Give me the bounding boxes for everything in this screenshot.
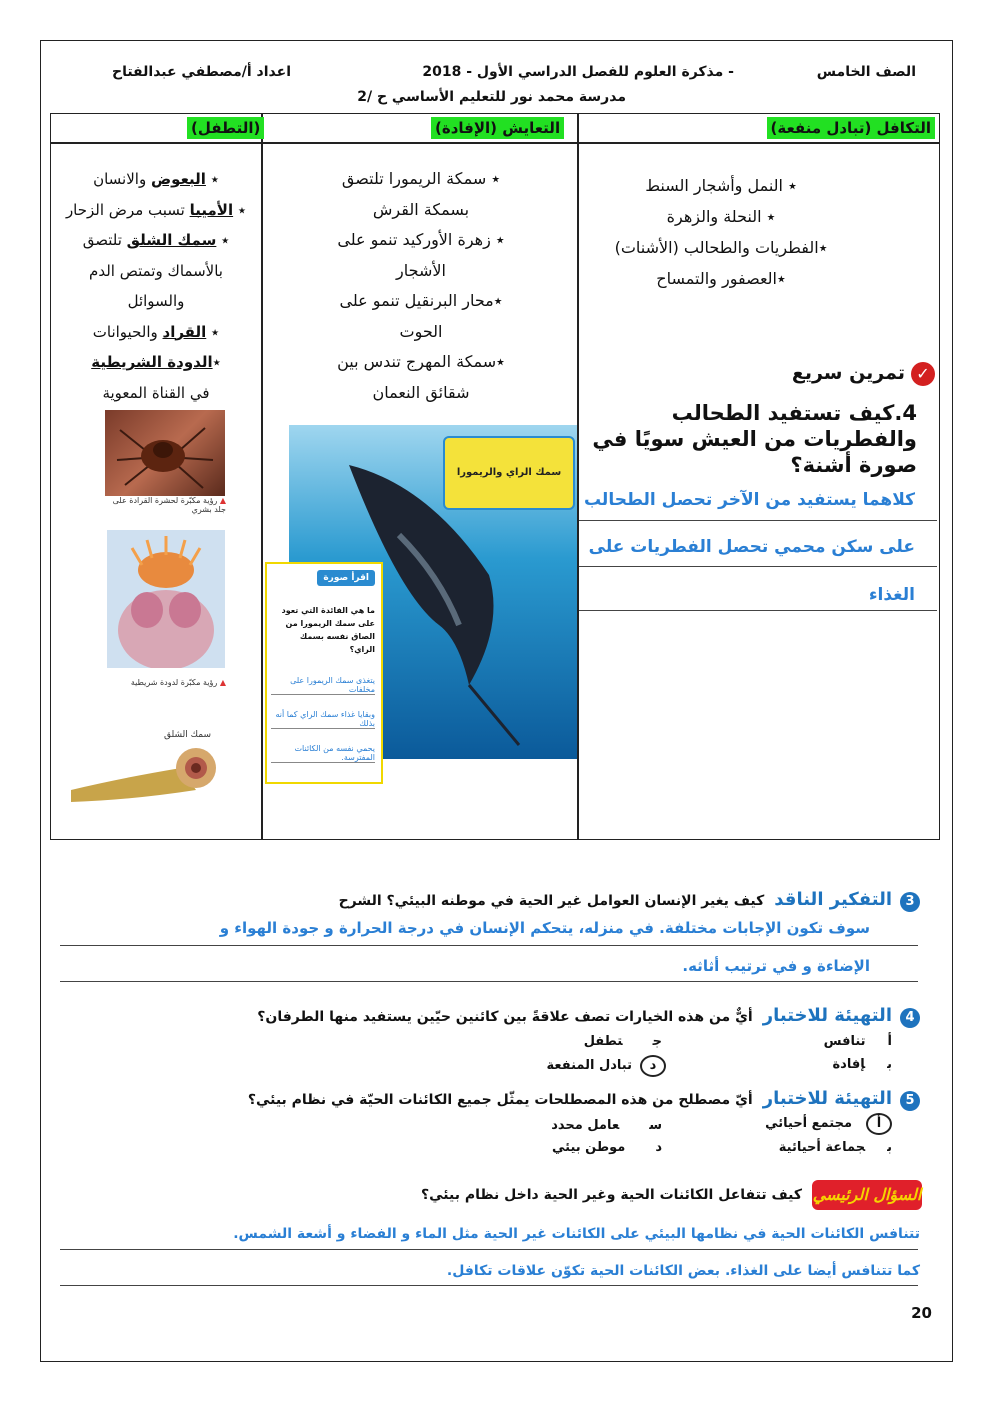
option-c[interactable]: جتطفل <box>583 1034 662 1049</box>
list-item: ٭ القراد والحيوانات <box>92 322 220 341</box>
main-question-text: كيف تتفاعل الكائنات الحية وغير الحية داخل نظام بيئي؟ <box>421 1187 802 1203</box>
document-title: - مذكرة العلوم للفصل الدراسي الأول - 2018 <box>422 64 734 80</box>
option-b[interactable]: بإفادة <box>832 1057 892 1072</box>
school-label: مدرسة محمد نور للتعليم الأساسي ح /2 <box>357 89 626 105</box>
question-5 <box>248 1088 920 1111</box>
lamprey-caption: سمك الشلق <box>164 730 211 740</box>
question-3 <box>339 889 920 912</box>
list-item: ٭سمكة المهرج تندس بين <box>337 352 505 371</box>
list-item: ٭ زهرة الأوركيد تنمو على <box>337 230 505 249</box>
question-4 <box>257 1005 920 1028</box>
main-answer-2: كما تتنافس أيضا على الغذاء. بعض الكائنات الحية تكوّن علاقات تكافل. <box>446 1263 920 1279</box>
option-a-selected[interactable]: أمجتمع أحيائي <box>765 1113 892 1135</box>
question-number: 3 <box>900 892 920 912</box>
option-d-selected[interactable]: دتبادل المنفعة <box>547 1055 666 1077</box>
quick-exercise-label: ✓تمرين سريع <box>792 362 935 386</box>
tapeworm-image <box>107 530 225 668</box>
quick-exercise-answer-1: كلاهما يستفيد من الآخر تحصل الطحالب <box>583 490 915 510</box>
list-item: ٭ النمل وأشجار السنط <box>645 176 797 195</box>
list-item: ٭ النحلة والزهرة <box>666 207 776 226</box>
read-picture-answer-1: يتغذى سمك الريمورا على مخلفات <box>271 676 375 695</box>
list-item: ٭ البعوض والانسان <box>93 170 219 188</box>
lamprey-image <box>71 740 229 802</box>
header-mutualism: التكافل (تبادل منفعة) <box>767 117 936 139</box>
question-text: كيف يغير الإنسان العوامل غير الحية في موطنه البيئي؟ الشرح <box>338 893 765 909</box>
list-item: ٭ سمكة الريمورا تلتصق <box>341 169 501 188</box>
list-item: والسوائل <box>127 292 185 310</box>
parasitism-list <box>51 164 261 408</box>
main-question-badge: السؤال الرئيسي <box>812 1180 922 1210</box>
list-item: ٭الفطريات والطحالب (الأشنات) <box>614 238 828 257</box>
list-item: ٭ سمك الشلق تلتصق <box>82 231 230 249</box>
list-item: ٭ الأميبا تسبب مرض الزحار <box>65 200 247 219</box>
author-label: اعداد أ/مصطفي عبدالفتاح <box>112 64 291 80</box>
list-item: الأشجار <box>396 260 446 280</box>
question-text: أيٌّ من هذه الخيارات تصف علاقةً بين كائنين حيّين يستفيد منها الطرفان؟ <box>257 1009 753 1025</box>
commensalism-list <box>271 164 571 408</box>
main-answer-1: تتنافس الكائنات الحية في نظامها البيئي على الكائنات غير الحية مثل الماء و الفضاء و أشعة الشمس. <box>233 1226 920 1242</box>
question-title: التفكير الناقد <box>774 889 892 910</box>
list-item: ٭الدودة الشريطية <box>91 353 221 371</box>
grade-label: الصف الخامس <box>816 64 916 80</box>
q3-answer-2: الإضاءة و في ترتيب أثاثه. <box>682 957 870 975</box>
read-picture-answer-2: وبقايا غذاء سمك الراي كما أنه بذلك <box>271 710 375 729</box>
mutualism-list <box>591 170 851 294</box>
relationships-table <box>50 113 940 840</box>
list-item: الحوت <box>399 321 443 341</box>
tapeworm-caption: ▲ رؤية مكبّرة لدودة شريطية <box>130 678 226 687</box>
list-item: بالأسماك وتمتص الدم <box>89 261 223 280</box>
list-item: بسمكة القرش <box>372 199 470 219</box>
list-item: شقائق النعمان <box>372 382 470 402</box>
quick-exercise-answer-2: على سكن محمي تحصل الفطريات على <box>588 537 915 557</box>
quick-exercise-question: 4.كيف تستفيد الطحالب والفطريات من العيش سويًا في صورة أشنة؟ <box>592 401 917 477</box>
header-parasitism: (التطفل) <box>187 117 264 139</box>
option-c[interactable]: سعامل محدد <box>551 1118 662 1133</box>
question-title: التهيئة للاختبار <box>762 1088 892 1109</box>
list-item: ٭العصفور والتمساح <box>656 269 786 288</box>
read-picture-title: اقرأ صورة <box>317 570 375 586</box>
read-picture-answer-3: يحمي نفسه من الكائنات المفترسة. <box>271 744 375 763</box>
ray-banner: سمك الراي والريمورا <box>443 436 575 510</box>
question-title: التهيئة للاختبار <box>762 1005 892 1026</box>
check-icon: ✓ <box>911 362 935 386</box>
header-commensalism: التعايش (الإفادة) <box>431 117 564 139</box>
quick-exercise-answer-3: الغذاء <box>868 585 915 605</box>
option-a[interactable]: أتنافس <box>823 1034 892 1049</box>
question-number: 5 <box>900 1091 920 1111</box>
tick-image <box>105 410 225 496</box>
question-text: أيّ مصطلح من هذه المصطلحات يمثّل جميع الكائنات الحيّة في نظام بيئي؟ <box>247 1092 753 1108</box>
question-number: 4 <box>900 1008 920 1028</box>
tick-caption: ▲ رؤية مكبّرة لحشرة القرادة على جلد بشري <box>112 496 226 514</box>
page-number: 20 <box>911 1304 932 1322</box>
option-d[interactable]: دموطن بيئي <box>552 1140 662 1155</box>
option-b[interactable]: بجماعة أحيائية <box>778 1140 892 1155</box>
read-picture-question: ما هي الفائدة التي تعود على سمك الريمورا من الصاق نفسه بسمك الراي؟ <box>281 606 375 654</box>
read-picture-panel <box>265 562 383 784</box>
q3-answer-1: سوف تكون الإجابات مختلفة. في منزله، يتحكم الإنسان في درجة الحرارة و جودة الهواء و <box>219 919 870 937</box>
list-item: في القناة المعوية <box>102 383 210 402</box>
list-item: ٭محار البرنقيل تنمو على <box>339 291 503 310</box>
